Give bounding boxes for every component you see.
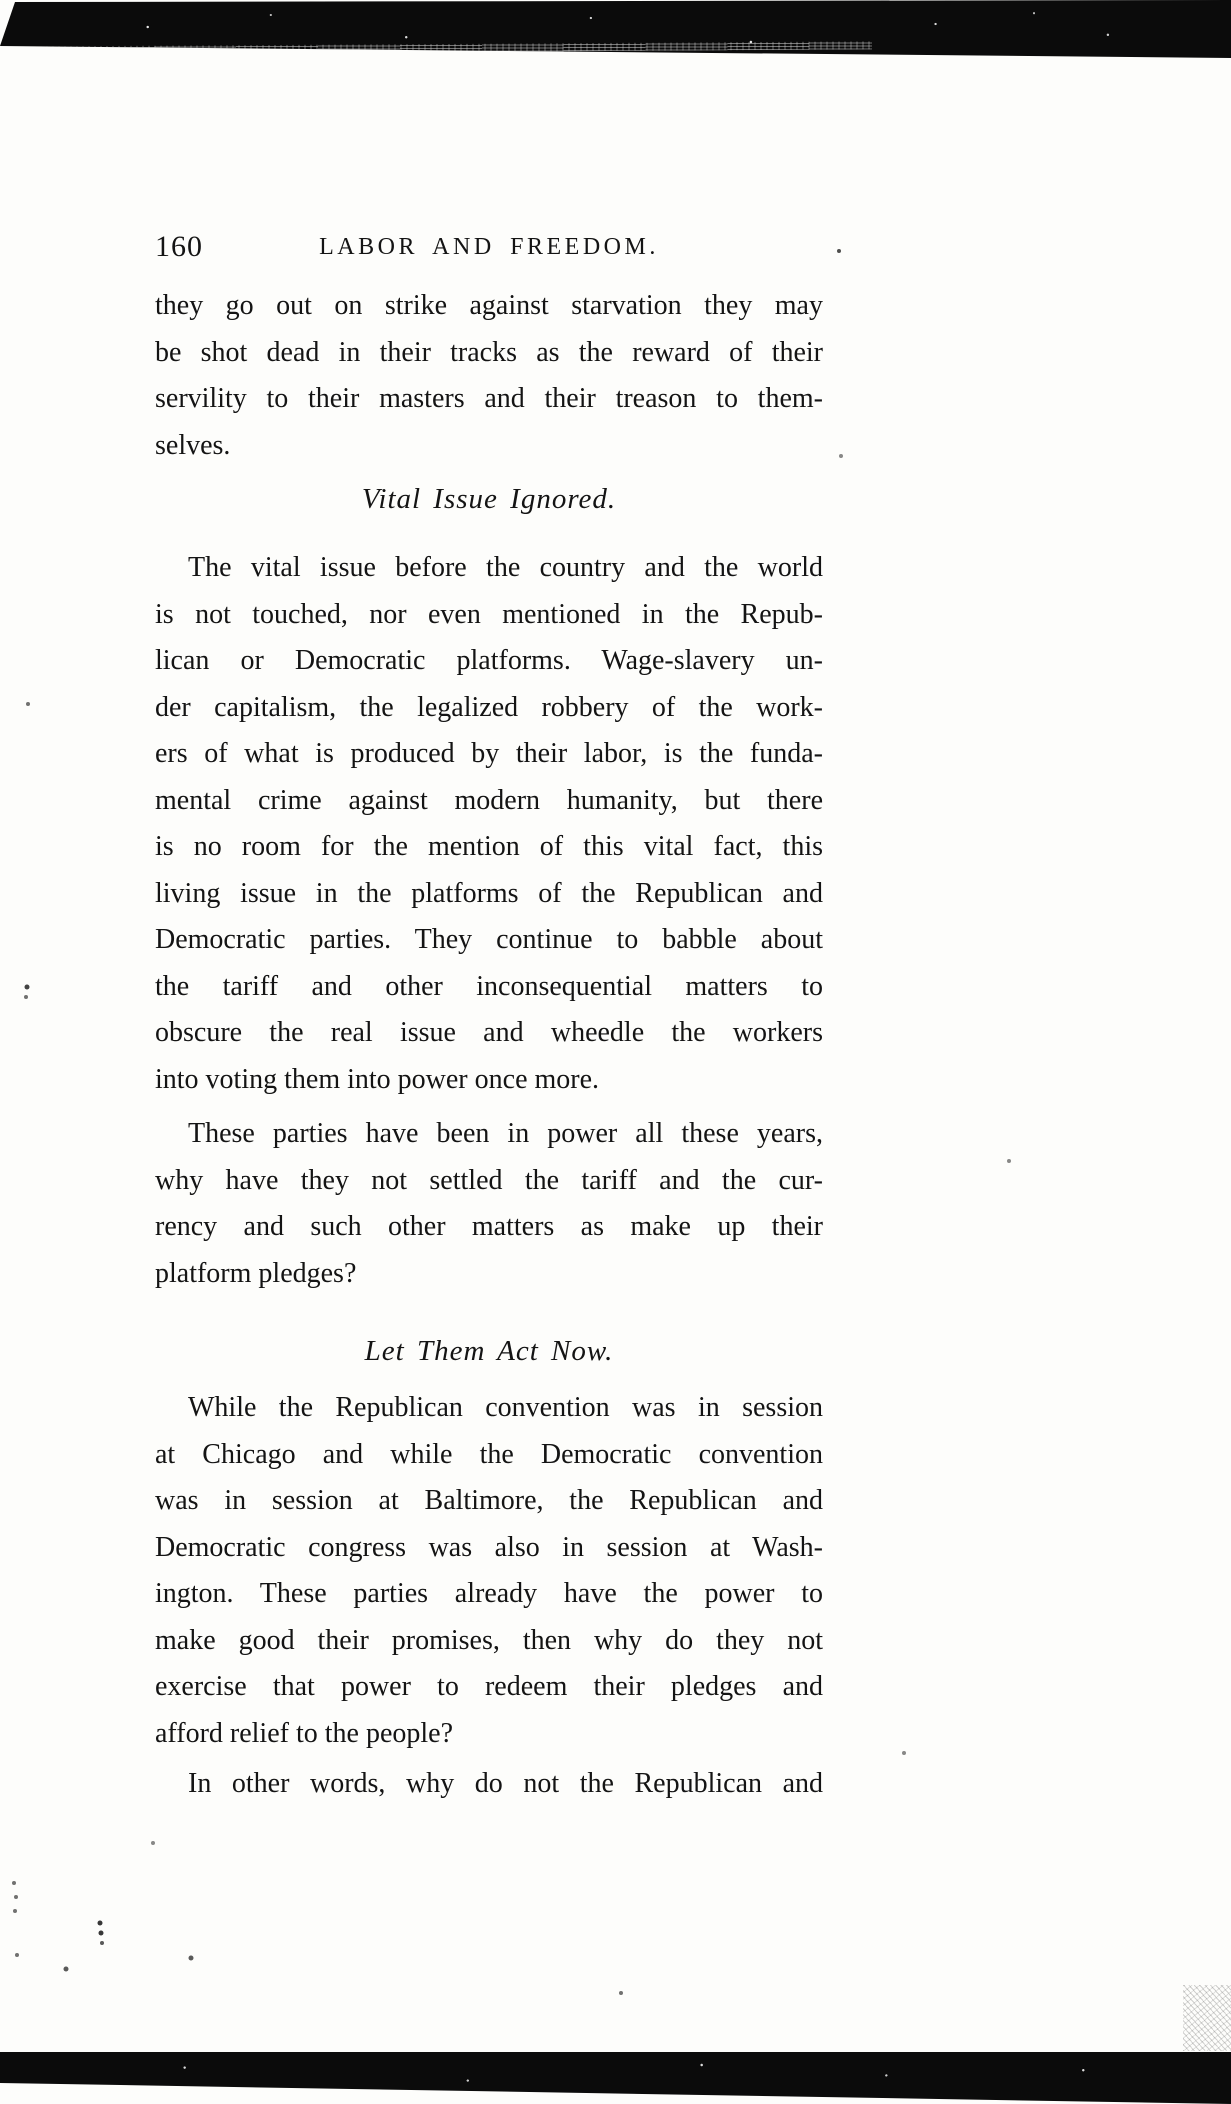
text-line: In other words, why do not the Republican and (188, 1768, 823, 1799)
text-line: servility to their masters and their treason to them- (155, 383, 823, 414)
text-line: obscure the real issue and wheedle the workers (155, 1017, 823, 1048)
body-paragraph-1 (155, 283, 823, 469)
text-line: into voting them into power once more. (155, 1063, 600, 1095)
text-line: mental crime against modern humanity, but there (155, 784, 823, 816)
text-line: ers of what is produced by their labor, is the funda- (155, 738, 823, 769)
body-paragraph-5 (155, 1761, 823, 1808)
text-line: lican or Democratic platforms. Wage-slavery un- (155, 645, 823, 676)
text-line: der capitalism, the legalized robbery of the work- (155, 691, 823, 723)
body-paragraph-3 (155, 1111, 823, 1297)
text-line: at Chicago and while the Democratic convention (155, 1438, 823, 1470)
page-header (155, 224, 823, 264)
text-line: is no room for the mention of this vital fact, this (155, 831, 823, 862)
text-line: the tariff and other inconsequential matters to (155, 970, 823, 1002)
text-line: was in session at Baltimore, the Republican and (155, 1485, 823, 1516)
text-line: Democratic congress was also in session at Wash- (155, 1531, 823, 1563)
section-heading-vital-issue-ignored: Vital Issue Ignored. (361, 483, 617, 515)
scan-noise-patch (1183, 1985, 1231, 2051)
section-heading-let-them-act-now: Let Them Act Now. (364, 1335, 614, 1367)
top-scan-bar (0, 0, 1231, 60)
text-line: The vital issue before the country and the world (188, 552, 823, 583)
text-line: selves. (155, 429, 231, 461)
text-line: make good their promises, then why do they not (155, 1624, 823, 1656)
running-title: LABOR AND FREEDOM. (319, 234, 659, 260)
text-line: living issue in the platforms of the Republican and (155, 877, 823, 909)
text-line: be shot dead in their tracks as the reward of their (155, 336, 823, 368)
text-line: Democratic parties. They continue to babble about (155, 924, 823, 955)
text-line: why have they not settled the tariff and the cur- (155, 1164, 823, 1196)
text-line: ington. These parties already have the power to (155, 1578, 823, 1609)
scan-specks (0, 0, 2, 2)
text-line: rency and such other matters as make up their (155, 1211, 823, 1242)
body-paragraph-2 (155, 545, 823, 1103)
text-line: These parties have been in power all these years, (188, 1118, 823, 1149)
body-paragraph-4 (155, 1385, 823, 1757)
bottom-scan-bar (0, 2052, 1231, 2104)
page-number: 160 (155, 230, 203, 263)
text-line: While the Republican convention was in session (188, 1392, 823, 1423)
text-line: platform pledges? (155, 1257, 357, 1289)
text-line: they go out on strike against starvation they may (155, 290, 823, 321)
text-line: exercise that power to redeem their pledges and (155, 1671, 823, 1702)
text-line: afford relief to the people? (155, 1717, 454, 1749)
text-line: is not touched, nor even mentioned in the Repub- (155, 598, 823, 630)
